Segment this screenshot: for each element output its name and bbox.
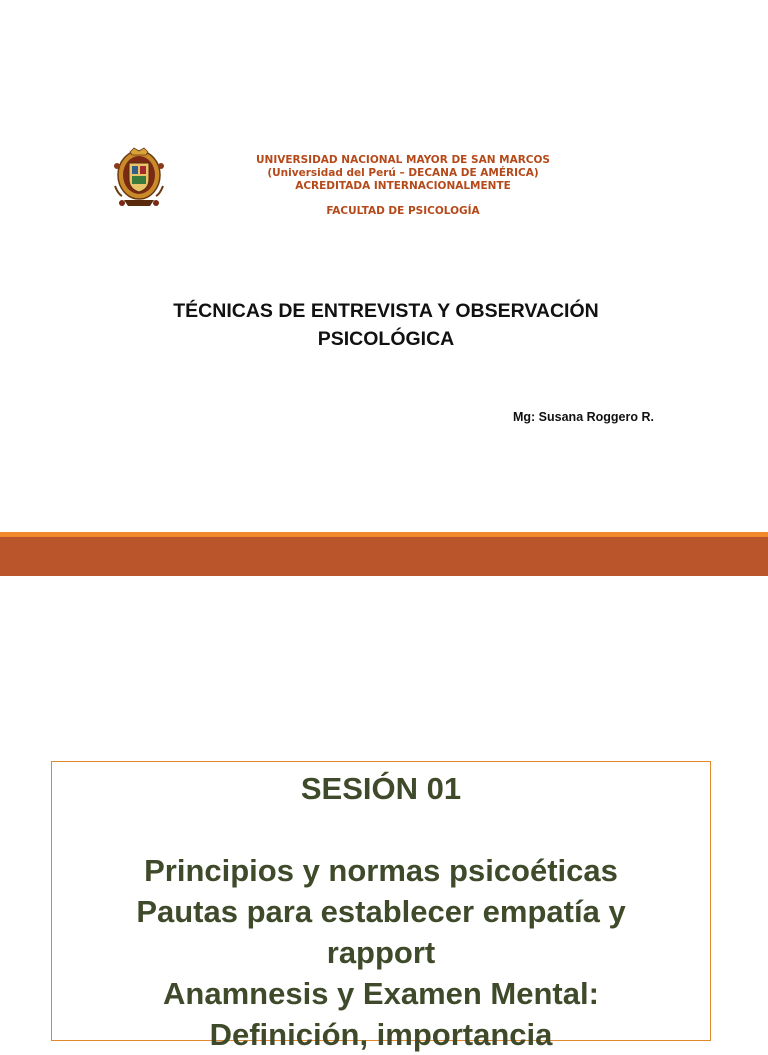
- topic-line: Anamnesis y Examen Mental:: [163, 976, 599, 1011]
- course-title: [60, 297, 712, 353]
- university-crest-icon: [112, 146, 166, 208]
- university-accreditation: ACREDITADA INTERNACIONALMENTE: [295, 180, 511, 192]
- session-title: SESIÓN 01: [300, 771, 462, 806]
- course-title-line-1: TÉCNICAS DE ENTREVISTA Y OBSERVACIÓN: [173, 300, 599, 322]
- topic-line: Definición, importancia: [209, 1017, 553, 1052]
- topic-line: rapport: [326, 935, 436, 970]
- footer-band: [0, 537, 768, 576]
- university-name: UNIVERSIDAD NACIONAL MAYOR DE SAN MARCOS: [256, 154, 550, 166]
- faculty-name: FACULTAD DE PSICOLOGÍA: [326, 205, 480, 217]
- session-slide: [0, 576, 768, 1052]
- author-name: Mg: Susana Roggero R.: [513, 410, 654, 424]
- university-subtitle: (Universidad del Perú – DECANA DE AMÉRICA): [267, 167, 539, 179]
- session-topics: [52, 850, 710, 1055]
- university-header: [210, 154, 596, 218]
- topic-line: Pautas para establecer empatía y: [136, 894, 626, 929]
- topic-line: Principios y normas psicoéticas: [144, 853, 618, 888]
- session-box: [51, 761, 711, 1052]
- course-title-line-2: PSICOLÓGICA: [317, 328, 455, 350]
